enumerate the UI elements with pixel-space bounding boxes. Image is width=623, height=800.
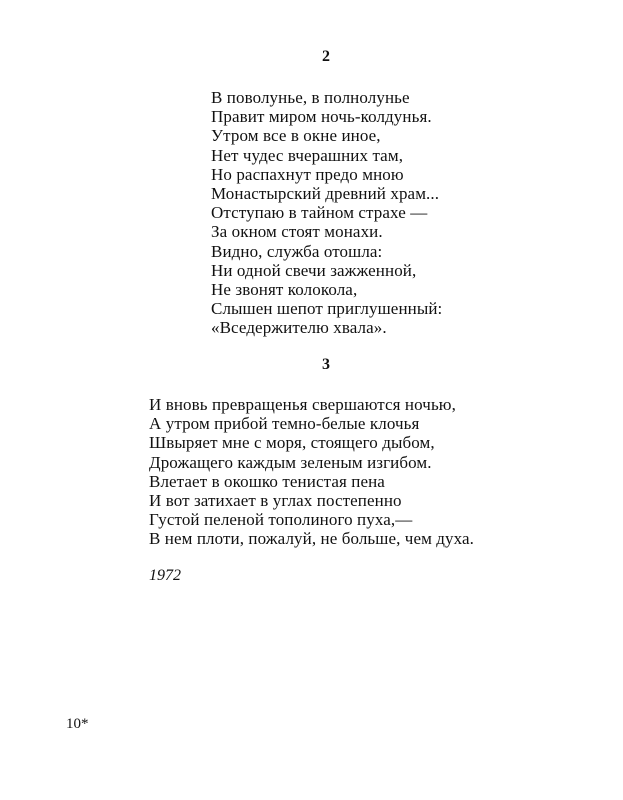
poem-line: «Вседержителю хвала».: [211, 318, 387, 338]
poem-line: Но распахнут предо мною: [211, 164, 404, 184]
poem-line: А утром прибой темно-белые клочья: [149, 414, 420, 434]
poem-line: Отступаю в тайном страхе —: [211, 203, 428, 223]
poem-date: 1972: [149, 567, 181, 584]
poem-line: И вот затихает в углах постепенно: [149, 490, 402, 510]
poem-line: Монастырский древний храм...: [211, 183, 440, 203]
poem-line: В нем плоти, пожалуй, не больше, чем духа.: [149, 529, 475, 549]
section-number-3: 3: [322, 356, 330, 373]
poem-line: Слышен шепот приглушенный:: [211, 299, 443, 319]
poem-line: Густой пеленой тополиного пуха,—: [149, 510, 413, 530]
poem-line: Ни одной свечи зажженной,: [211, 260, 417, 280]
poem-line: Видно, служба отошла:: [211, 241, 383, 261]
section-number-2: 2: [322, 48, 330, 65]
poem-line: Дрожащего каждым зеленым изгибом.: [149, 452, 432, 472]
poem-section-2: [211, 88, 442, 337]
poem-line: И вновь превращенья свершаются ночью,: [149, 395, 456, 414]
poem-line: В поволунье, в полнолунье: [211, 88, 410, 107]
page-number: 10*: [66, 716, 89, 732]
poem-line: Швыряет мне с моря, стоящего дыбом,: [149, 433, 435, 453]
poem-line: Утром все в окне иное,: [211, 126, 381, 146]
poem-section-3: [149, 395, 474, 549]
poem-line: Не звонят колокола,: [211, 279, 358, 299]
poem-line: Правит миром ночь-колдунья.: [211, 107, 432, 127]
poem-line: Нет чудес вчерашних там,: [211, 145, 404, 165]
poem-line: За окном стоят монахи.: [211, 222, 383, 242]
poem-line: Влетает в окошко тенистая пена: [149, 471, 385, 491]
